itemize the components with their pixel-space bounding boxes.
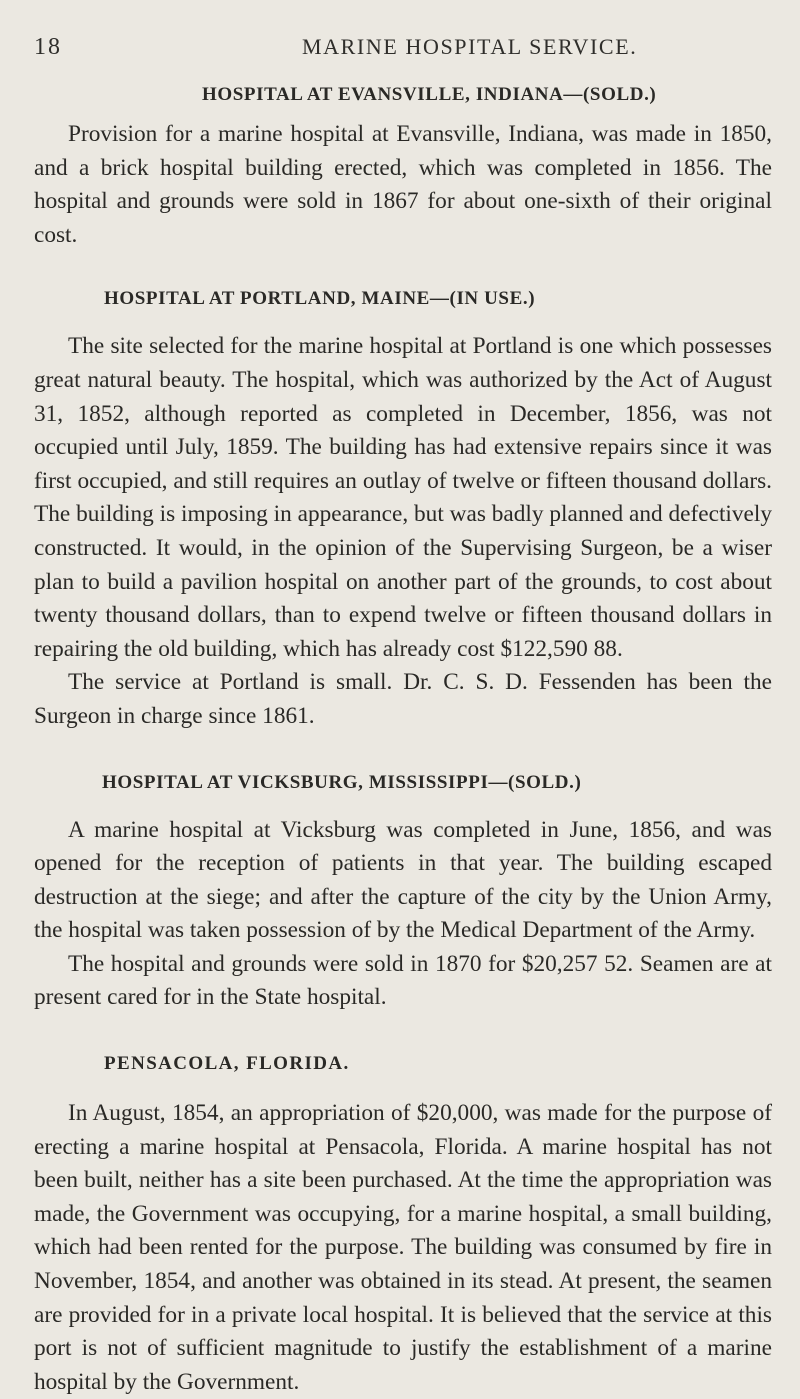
page-number: 18 (34, 34, 62, 60)
section-portland (34, 288, 772, 733)
paragraph: The hospital and grounds were sold in 1870 for $20,257 52. Seamen are at present cared for in the State hospital. (34, 950, 772, 1011)
paragraph: In August, 1854, an appropriation of $20,000, was made for the purpose of erecting a marine hospital at Pensacola, Florida. A marine hospital has not been built, neither has a site been purchased. At the time the appropriation was made, the Government was occupying, for a marine hospital, a small building, which had been rented for the purpose. The building was consumed by fire in November, 1854, and another was obtained in its stead. At present, the seamen are provided for in a private local hospital. It is believed that the service at this port is not of sufficient magnitude to justify the establishment of a marine hospital by the Government. (34, 1100, 772, 1395)
section-heading: HOSPITAL AT EVANSVILLE, INDIANA—(SOLD.) (202, 84, 657, 105)
section-heading: HOSPITAL AT PORTLAND, MAINE—(IN USE.) (104, 288, 536, 310)
section-heading: HOSPITAL AT VICKSBURG, MISSISSIPPI—(SOLD.) (102, 771, 582, 793)
running-header (34, 34, 772, 72)
paragraph: The site selected for the marine hospital at Portland is one which possesses great natural beauty. The hospital, which was authorized by the Act of August 31, 1852, although reported as completed in December, 1856, was not occupied until July, 1859. The building has had extensive repairs since it was first occupied, and still requires an outlay of twelve or fifteen thousand dollars. The building is imposing in appearance, but was badly planned and defectively constructed. It would, in the opinion of the Supervising Surgeon, be a wiser plan to build a pavilion hospital on another part of the grounds, to cost about twenty thousand dollars, than to expend twelve or fifteen thousand dollars in repairing the old building, which has already cost $122,590 88. (34, 333, 772, 662)
paragraph: Provision for a marine hospital at Evansville, Indiana, was made in 1850, and a brick hospital building erected, which was completed in 1856. The hospital and grounds were sold in 1867 for about one-sixth of their original cost. (34, 121, 772, 248)
running-title: MARINE HOSPITAL SERVICE. (302, 34, 638, 59)
section-pensacola (34, 1053, 772, 1399)
section-vicksburg (34, 772, 772, 1016)
section-heading: PENSACOLA, FLORIDA. (104, 1053, 350, 1075)
section-evansville (34, 84, 772, 252)
paragraph: The service at Portland is small. Dr. C. S. D. Fessenden has been the Surgeon in charge since 1861. (34, 669, 772, 729)
paragraph: A marine hospital at Vicksburg was completed in June, 1856, and was opened for the reception of patients in that year. The building escaped destruction at the siege; and after the capture of the city by the Union Army, the hospital was taken possession of by the Medical Department of the Army. (34, 816, 772, 944)
